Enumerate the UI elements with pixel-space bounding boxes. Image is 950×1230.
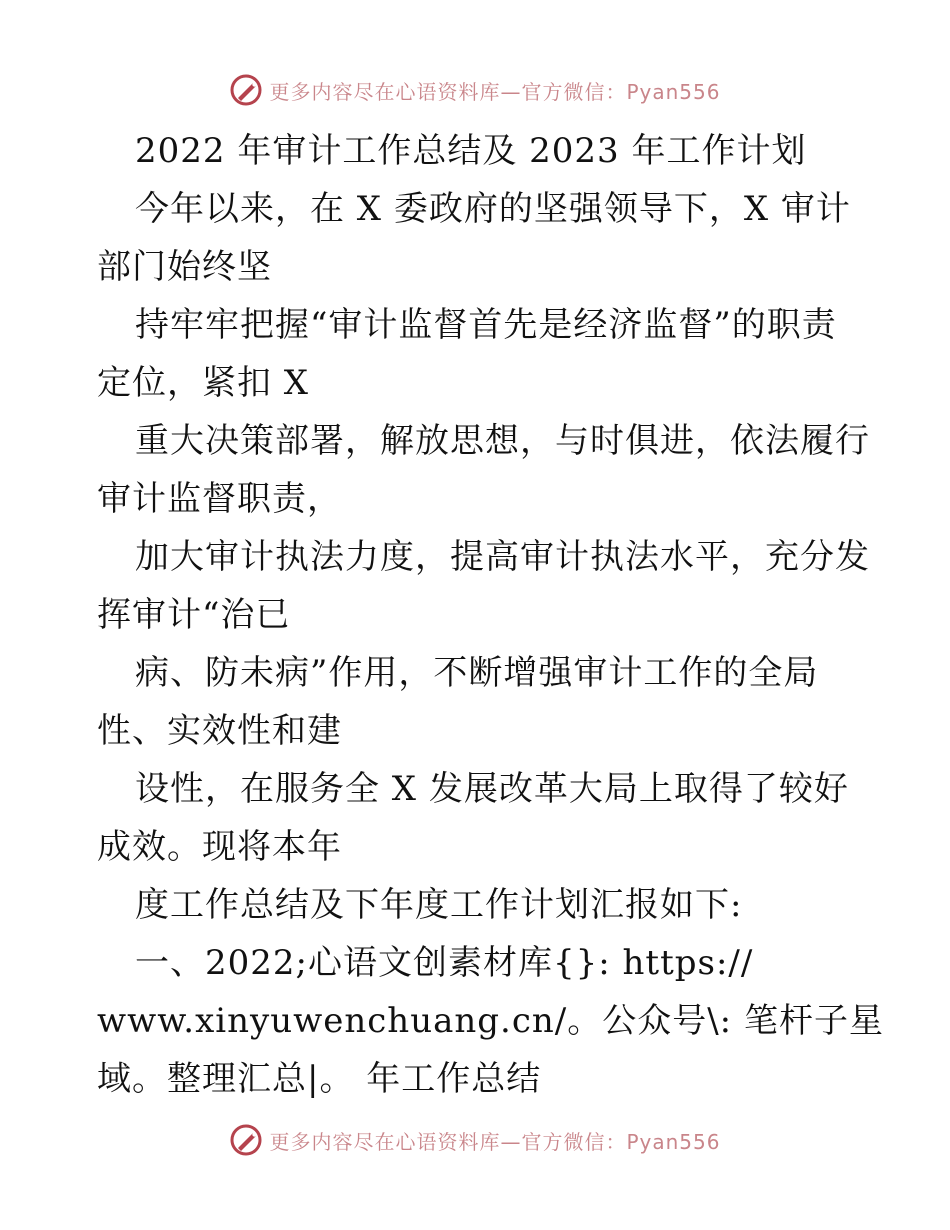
- footer-banner-text: 更多内容尽在心语资料库—官方微信：Pyan556: [269, 1129, 721, 1154]
- doc-line: 重大决策部署，解放思想，与时俱进，依法履行: [135, 421, 870, 461]
- doc-line: 成效。现将本年: [97, 827, 342, 867]
- doc-line: 持牢牢把握“审计监督首先是经济监督”的职责: [135, 305, 837, 345]
- doc-line: 审计监督职责，: [97, 479, 342, 519]
- doc-line: 一、2022;心语文创素材库{}: https://: [135, 943, 754, 983]
- doc-title: 2022 年审计工作总结及 2023 年工作计划: [135, 131, 807, 171]
- pen-seal-icon: [229, 1123, 263, 1157]
- doc-line: 加大审计执法力度，提高审计执法水平，充分发: [135, 537, 870, 577]
- doc-line: www.xinyuwenchuang.cn/。公众号\: 笔杆子星: [97, 1001, 884, 1041]
- header-banner-text: 更多内容尽在心语资料库—官方微信：Pyan556: [269, 79, 721, 104]
- header-banner: [0, 70, 950, 110]
- doc-line: 设性，在服务全 X 发展改革大局上取得了较好: [135, 769, 849, 809]
- pen-seal-icon: [229, 73, 263, 107]
- doc-line: 病、防未病”作用，不断增强审计工作的全局: [135, 653, 819, 693]
- doc-line: 挥审计“治已: [97, 595, 291, 635]
- doc-line: 域。整理汇总|。 年工作总结: [97, 1059, 542, 1099]
- footer-banner: [0, 1120, 950, 1160]
- doc-line: 定位，紧扣 X: [97, 363, 310, 403]
- doc-line: 度工作总结及下年度工作计划汇报如下:: [135, 885, 743, 925]
- doc-line: 部门始终坚: [97, 247, 272, 287]
- doc-line: 今年以来，在 X 委政府的坚强领导下，X 审计: [135, 189, 851, 229]
- document-body: [97, 122, 884, 1108]
- doc-line: 性、实效性和建: [97, 711, 342, 751]
